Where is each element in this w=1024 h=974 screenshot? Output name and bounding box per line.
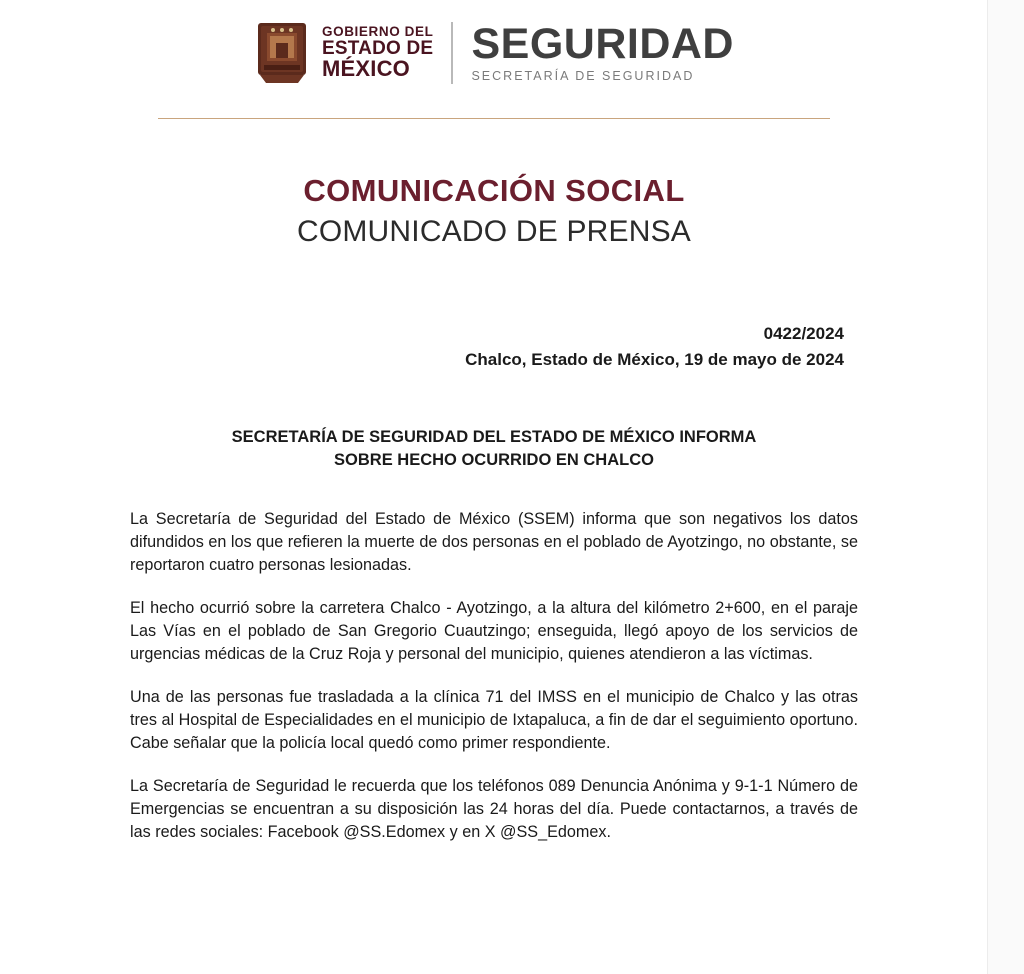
folio-number: 0422/2024 [763, 324, 844, 343]
paragraph-4: La Secretaría de Seguridad le recuerda que los teléfonos 089 Denuncia Anónima y 9-1-1 Número de Emergencias se encuentran a su disposición las 24 horas del día. Puede contactarnos, a través de las redes sociales: Facebook @SS.Edomex y en X @SS_Edomex. [130, 777, 858, 842]
gob-line-3: MÉXICO [322, 56, 410, 82]
document-meta [0, 321, 988, 372]
gob-line-1: GOBIERNO DEL [322, 24, 434, 40]
subject-line-1: SECRETARÍA DE SEGURIDAD DEL ESTADO DE MÉXICO INFORMA [231, 428, 757, 446]
paragraph-2: El hecho ocurrió sobre la carretera Chalco - Ayotzingo, a la altura del kilómetro 2+600, en el paraje Las Vías en el poblado de San Gregorio Cuautzingo; enseguida, llegó apoyo de los servicios de urgencias médicas de la Cruz Roja y personal del municipio, quienes atendieron a las víctimas. [130, 599, 858, 664]
secretariat-subtitle: SECRETARÍA DE SEGURIDAD [471, 69, 695, 83]
document-header [0, 0, 988, 90]
subject-heading [134, 426, 854, 472]
subject-line-2: SOBRE HECHO OCURRIDO EN CHALCO [334, 451, 654, 470]
paragraph-1: La Secretaría de Seguridad del Estado de México (SSEM) informa que son negativos los datos difundidos en los que refieren la muerte de dos personas en el poblado de Ayotzingo, no obstante, se reportaron cuatro personas lesionadas. [130, 510, 858, 575]
secretariat-title: SEGURIDAD [471, 20, 734, 68]
page-subtitle: COMUNICADO DE PRENSA [296, 215, 692, 248]
place-and-date: Chalco, Estado de México, 19 de mayo de 2024 [465, 349, 844, 369]
body-copy [130, 508, 858, 844]
government-wordmark [322, 25, 433, 81]
header-divider [451, 22, 453, 84]
gob-line-2: ESTADO DE [322, 37, 434, 59]
scrollbar-gutter[interactable] [987, 0, 1024, 974]
page-title: COMUNICACIÓN SOCIAL [303, 173, 685, 208]
mexico-state-coat-of-arms-icon [254, 21, 310, 85]
header-rule [158, 118, 830, 119]
paragraph-3: Una de las personas fue trasladada a la clínica 71 del IMSS en el municipio de Chalco y las otras tres al Hospital de Especialidades en el municipio de Ixtapaluca, a fin de dar el seguimiento oportuno. Cabe señalar que la policía local quedó como primer respondiente. [130, 688, 858, 753]
secretariat-wordmark [471, 20, 734, 83]
